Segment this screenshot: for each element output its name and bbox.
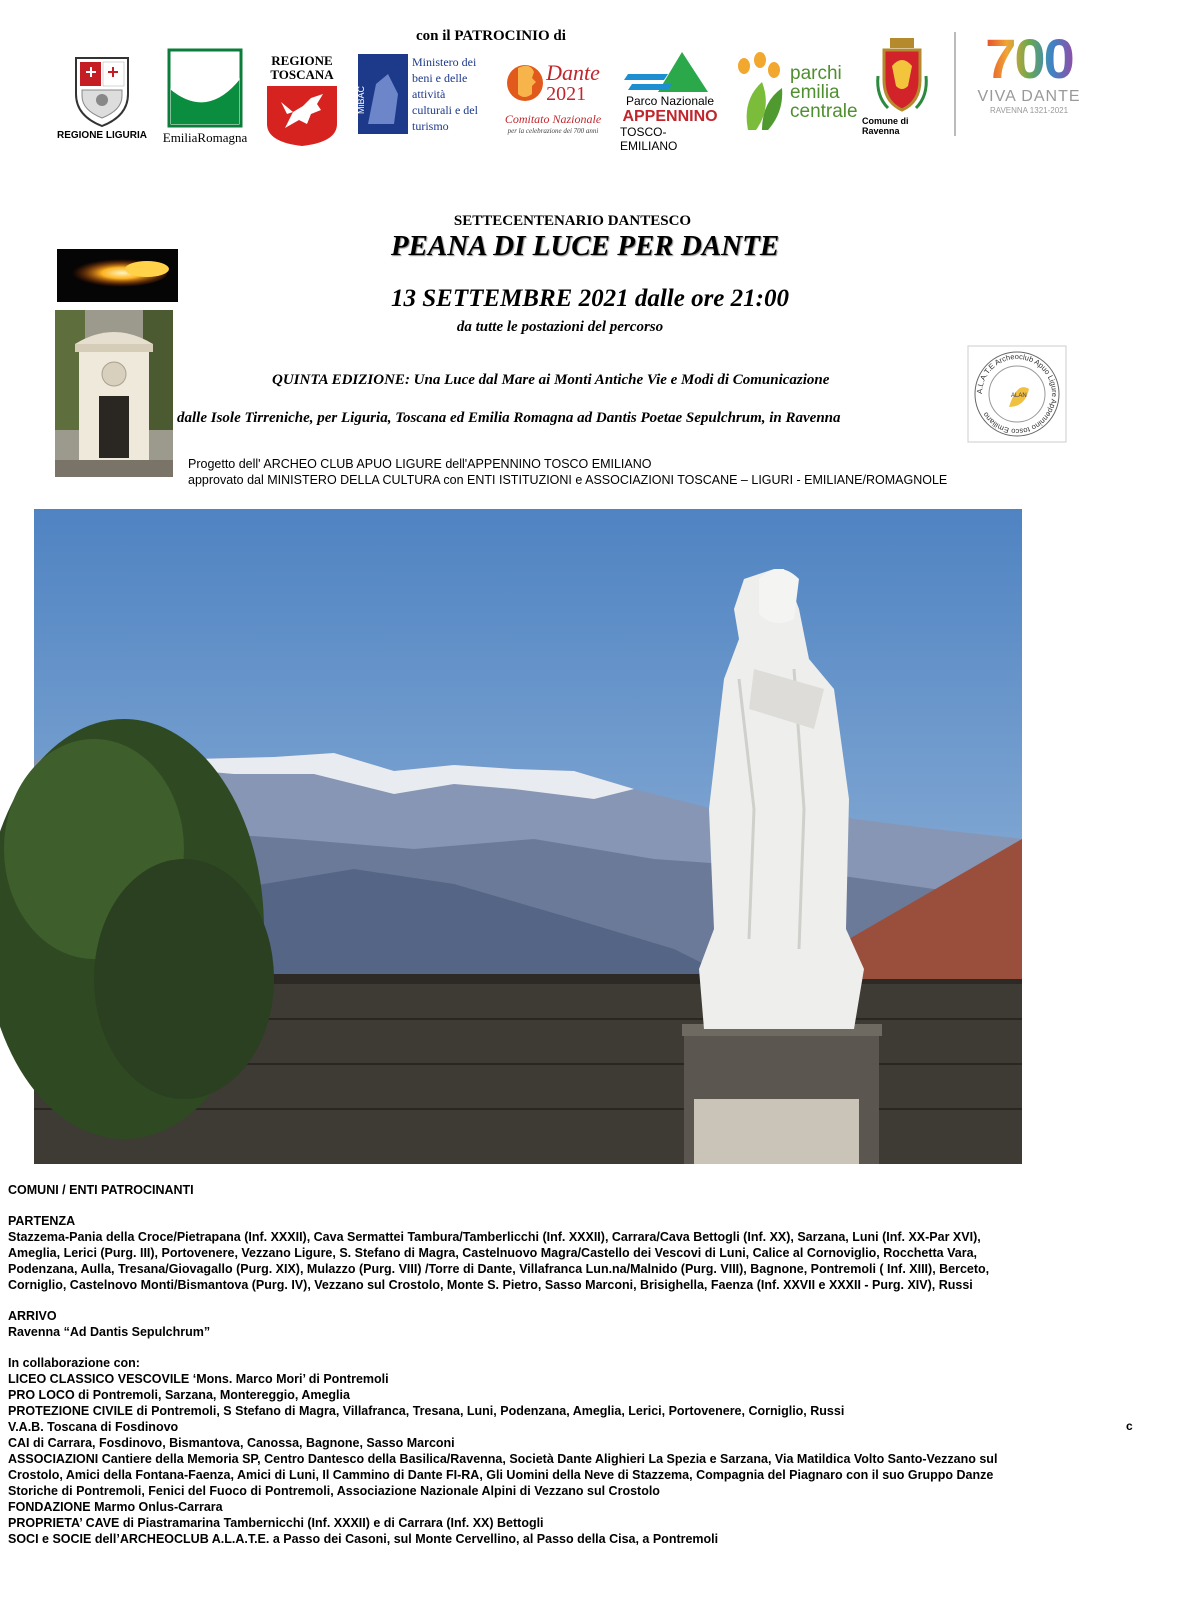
parchi-emilia-logo <box>732 52 862 132</box>
viva-dante-700: 700 <box>985 27 1073 90</box>
dante-profile-icon <box>506 58 544 108</box>
pegasus-shield-icon <box>263 84 341 148</box>
emilia-romagna-logo <box>150 48 260 144</box>
arrivo-text: Ravenna “Ad Dantis Sepulchrum” <box>8 1325 211 1339</box>
mibac-logo <box>358 54 488 134</box>
arrivo-heading: ARRIVO <box>8 1309 57 1323</box>
partenza-heading: PARTENZA <box>8 1214 76 1228</box>
emilia-romagna-label: EmiliaRomagna <box>162 130 248 145</box>
logo-divider <box>954 32 956 136</box>
collab-line: V.A.B. Toscana di Fosdinovo <box>8 1420 179 1434</box>
route-line: dalle Isole Tirreniche, per Liguria, Toscana ed Emilia Romagna ad Dantis Poetae Sepulchrum, in Ravenna <box>177 410 841 426</box>
collab-line: PRO LOCO di Pontremoli, Sarzana, Montereggio, Ameglia <box>8 1388 350 1402</box>
collab-line: FONDAZIONE Marmo Onlus-Carrara <box>8 1500 223 1514</box>
dante-2021-logo <box>494 58 612 135</box>
appennino-line1: Parco Nazionale <box>625 94 715 108</box>
ravenna-label: Comune di Ravenna <box>862 116 909 136</box>
regione-liguria-logo <box>52 54 152 142</box>
event-date-sub: da tutte le postazioni del percorso <box>456 319 664 335</box>
emilia-romagna-flag-icon <box>167 48 243 128</box>
viva-dante-line2: RAVENNA 1321-2021 <box>989 106 1069 115</box>
torch-fire-image <box>57 249 178 302</box>
toscana-label: REGIONE TOSCANA <box>270 53 334 82</box>
comune-ravenna-logo <box>862 36 942 136</box>
partenza-line: Corniglio, Castelnovo Monti/Bismantova (Purg. IV), Vezzano sul Crostolo, Monte S. Pietro, Sasso Marconi, Brisighella, Faenza (Inf. XXVII e XXXII - Purg. XIV), Russi <box>8 1278 973 1292</box>
collab-line: Crostolo, Amici della Fontana-Faenza, Amici di Luni, Il Cammino di Dante FI-RA, Gli Uomini della Neve di Stazzema, Compagnia del Piagnaro con il suo Gruppo Danze <box>8 1468 994 1482</box>
collab-line: PROPRIETA’ CAVE di Piastramarina Tambernicchi (Inf. XXXII) e di Carrara (Inf. XX) Bettogli <box>8 1516 544 1530</box>
dante-comitato-label: Comitato Nazionale <box>504 112 602 126</box>
dante-statue-photo <box>34 509 1022 1164</box>
dante-tomb-image <box>55 310 173 477</box>
appennino-line3: TOSCO-EMILIANO <box>620 125 678 153</box>
edition-line: QUINTA EDIZIONE: Una Luce dal Mare ai Monti Antiche Vie e Modi di Comunicazione <box>272 372 830 388</box>
ravenna-crest-icon <box>874 36 930 116</box>
paw-leaf-icon <box>732 52 788 132</box>
dante-logo-year: 2021 <box>546 83 587 105</box>
patronage-heading: con il PATROCINIO di <box>416 28 566 44</box>
parchi-line2: emilia <box>790 81 840 103</box>
liguria-shield-icon <box>72 54 132 128</box>
partenza-line: Stazzema-Pania della Croce/Pietrapana (Inf. XXXII), Cava Sermattei Tambura/Tamberlicchi (Inf. XXXII), Carrara/Cava Bettogli (Inf. XX), Sarzana, Luni (Inf. XX-Par XVI), <box>8 1230 981 1244</box>
collab-line: PROTEZIONE CIVILE di Pontremoli, S Stefano di Magra, Villafranca, Tresana, Luni, Podenzana, Ameglia, Lerici, Portovenere, Corniglio, Russi <box>8 1404 845 1418</box>
comuni-heading: COMUNI / ENTI PATROCINANTI <box>8 1183 194 1197</box>
collab-heading: In collaborazione con: <box>8 1356 140 1370</box>
event-date: 13 SETTEMBRE 2021 dalle ore 21:00 <box>391 285 789 312</box>
overline-title: SETTECENTENARIO DANTESCO <box>453 213 692 229</box>
project-line-2: approvato dal MINISTERO DELLA CULTURA con ENTI ISTITUZIONI e ASSOCIAZIONI TOSCANE – LIGURI - EMILIANE/ROMAGNOLE <box>188 473 948 487</box>
collab-line: CAI di Carrara, Fosdinovo, Bismantova, Canossa, Bagnone, Sasso Marconi <box>8 1436 455 1450</box>
collab-line: LICEO CLASSICO VESCOVILE ‘Mons. Marco Mori’ di Pontremoli <box>8 1372 389 1386</box>
appennino-mountain-icon <box>624 46 716 94</box>
main-title: PEANA DI LUCE PER DANTE <box>390 230 780 262</box>
parchi-line1: parchi <box>790 62 842 84</box>
appennino-line2: APPENNINO <box>622 108 718 125</box>
parco-appennino-logo <box>620 46 720 153</box>
mibac-emblem-icon <box>358 54 408 134</box>
project-line-1: Progetto dell' ARCHEO CLUB APUO LIGURE dell'APPENNINO TOSCO EMILIANO <box>188 457 652 471</box>
parchi-line3: centrale <box>790 100 858 122</box>
collab-line: ASSOCIAZIONI Cantiere della Memoria SP, Centro Dantesco della Basilica/Ravenna, Società Dante Alighieri La Spezia e Sarzana, Via Matildica Volto Santo-Vezzano sul <box>8 1452 998 1466</box>
viva-dante-line1: VIVA DANTE <box>977 88 1081 105</box>
seal-center-text: ALAN <box>1011 393 1027 399</box>
mibac-abbr: MiBAC <box>356 85 366 114</box>
seal-ring-text: A.L.A.T.E Archeoclub Apuo Ligure Appennino tosco Emiliano <box>974 351 1060 437</box>
dante-logo-title: Dante <box>546 60 600 85</box>
edge-glyph: c <box>1126 1419 1133 1433</box>
collab-line: Storiche di Pontremoli, Fenici del Fuoco di Pontremoli, Associazione Nazionale Alpini di Vezzano sul Crostolo <box>8 1484 660 1498</box>
archeoclub-seal <box>967 345 1067 443</box>
partenza-line: Podenzana, Aulla, Tresana/Giovagallo (Purg. XIX), Mulazzo (Purg. VIII) /Torre di Dante, Villafranca Lun.na/Malnido (Purg. VIII), Bagnone, Pontremoli ( Inf. XIII), Berceto, <box>8 1262 990 1276</box>
collab-line: SOCI e SOCIE dell’ARCHEOCLUB A.L.A.T.E. a Passo dei Casoni, sul Monte Cervellino, al Passo della Cisa, a Pontremoli <box>8 1532 719 1546</box>
dante-sub-label: per la celebrazione dei 700 anni <box>507 127 599 135</box>
liguria-label: REGIONE LIGURIA <box>56 130 147 141</box>
regione-toscana-logo <box>258 54 346 148</box>
viva-dante-logo <box>964 27 1094 115</box>
mibac-label: Ministero dei beni e delle attività culturali e del turismo <box>412 55 478 133</box>
partenza-line: Ameglia, Lerici (Purg. III), Portovenere, Vezzano Ligure, S. Stefano di Magra, Castelnuovo Magra/Castello dei Vescovi di Luni, Calice al Cornoviglio, Rocchetta Vara, <box>8 1246 977 1260</box>
